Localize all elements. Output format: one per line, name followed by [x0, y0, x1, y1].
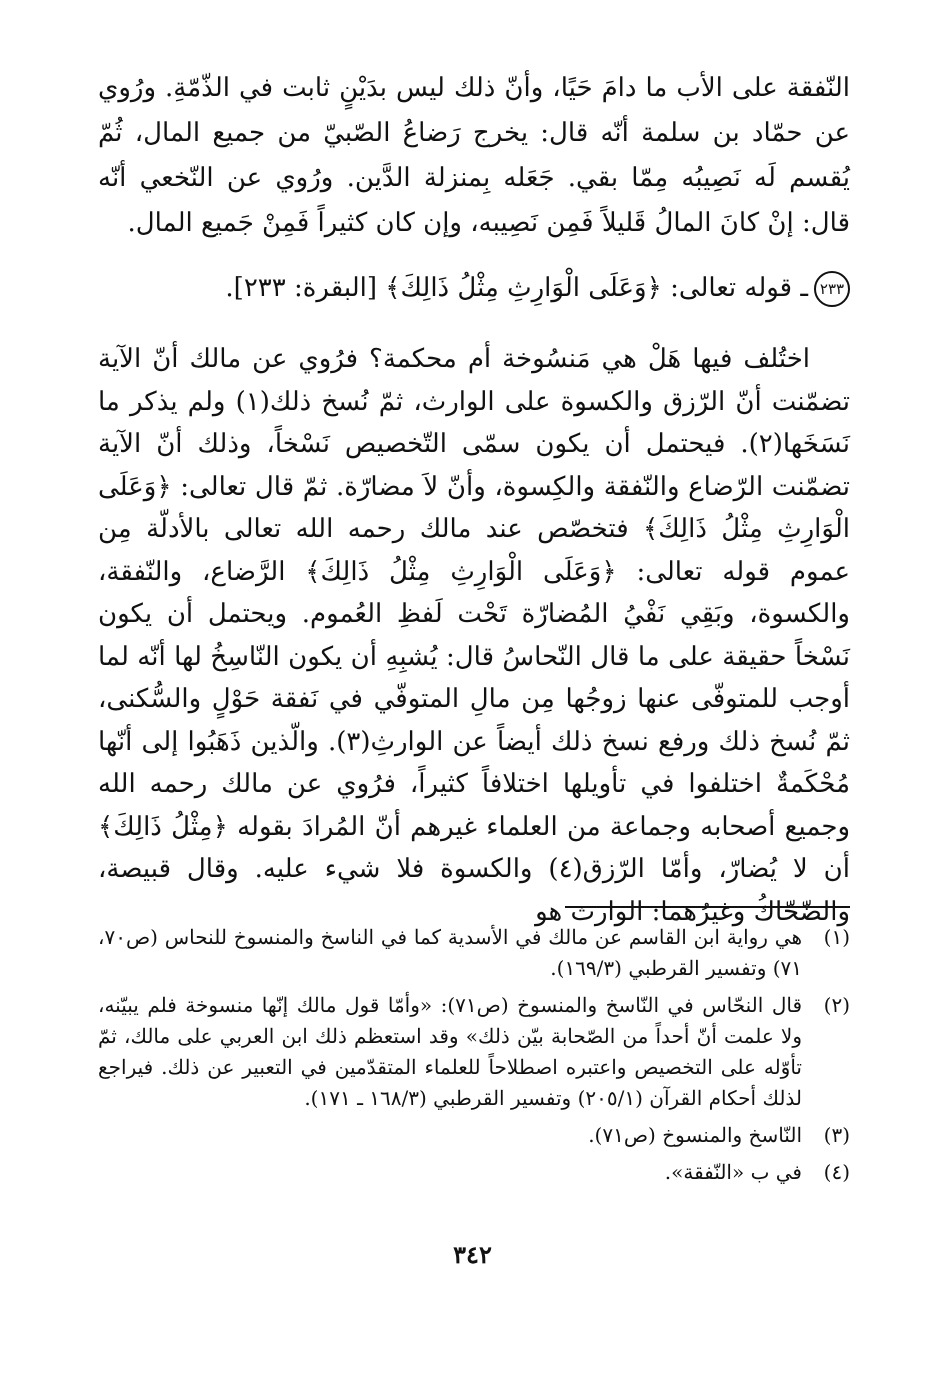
footnote-item	[98, 1120, 850, 1151]
body-paragraph-1: النّفقة على الأب ما دامَ حَيًا، وأنّ ذلك ليس بدَيْنٍ ثابت في الذّمّةِ. ورُوي عن حمّاد بن سلمة أنّه قال: يخرج رَضاعُ الصّبيّ من جميع المال، ثُمّ يُقسم لَه نَصِيبُه مِمّا بقي. جَعَله بِمنزلة الدَّين. ورُوي عن النّخعي أنّه قال: إنْ كانَ المالُ قَليلاً فَمِن نَصِيبه، وإن كان كثيراً فَمِنْ جَميع المال.	[98, 73, 850, 238]
footnote-item	[98, 990, 850, 1114]
page-number: ٣٤٢	[453, 1240, 492, 1269]
verse-heading	[98, 268, 850, 308]
footnote-item	[98, 922, 850, 984]
footnote-number: (٢)	[823, 993, 850, 1017]
footnote-item	[98, 1157, 850, 1188]
footnote-number: (٤)	[823, 1160, 850, 1184]
footnote-number: (٣)	[823, 1123, 850, 1147]
body-paragraph-2: اختُلف فيها هَلْ هي مَنسُوخة أم محكمة؟ فرُوي عن مالك أنّ الآية تضمّنت أنّ الرّزق والكسوة على الوارث، ثمّ نُسخ ذلك(١) ولم يذكر ما نَسَخَها(٢). فيحتمل أن يكون سمّى التّخصيص نَسْخاً، وذلك أنّ الآية تضمّنت الرّضاع والنّفقة والكِسوة، وأنّ لاَ مضارّة. ثمّ قال تعالى: ﴿وَعَلَى الْوَارِثِ مِثْلُ ذَالِكَ﴾ فتخصّص عند مالك رحمه الله تعالى بالأدلّة مِن عموم قوله تعالى: ﴿وَعَلَى الْوَارِثِ مِثْلُ ذَالِكَ﴾ الرَّضاع، والنّفقة، والكسوة، وبَقِي نَفْيُ المُضارّة تَحْت لَفظِ العُموم. ويحتمل أن يكون نَسْخاً حقيقة على ما قال النّحاسُ قال: يُشبِهِ أن يكون النّاسِخُ لها أنّه لما أوجب للمتوفّى عنها زوجُها مِن مالِ المتوفّي في نَفقة حَوْلٍ والسُّكنى، ثمّ نُسخ ذلك ورفع نسخ ذلك أيضاً عن الوارثِ(٣). والّذين ذَهَبُوا إلى أنّها مُحْكَمةٌ اختلفوا في تأويلها اختلافاً كثيراً، فرُوي عن مالك رحمه الله وجميع أصحابه وجماعة من العلماء غيرهم أنّ المُرادَ بقوله ﴿مِثْلُ ذَالِكَ﴾ أن لا يُضارّ، وأمّا الرّزق(٤) والكسوة فلا شيء عليه. وقال قبيصة، والضّحّاكُ وغيرُهما: الوارث هو	[98, 344, 850, 927]
footnote-number: (١)	[823, 925, 850, 949]
verse-number-badge: ٢٣٣	[814, 271, 850, 307]
footnote-text: هي رواية ابن القاسم عن مالك في الأسدية كما في الناسخ والمنسوخ للنحاس (ص٧٠، ٧١) وتفسير القرطبي (١٦٩/٣).	[98, 925, 802, 980]
footnotes	[98, 922, 850, 1194]
footnote-text: قال النحّاس في النّاسخ والمنسوخ (ص٧١): «وأمّا قول مالك إنّها منسوخة فلم يبيّنه، ولا علمت أنّ أحداً من الصّحابة بيّن ذلك» وقد استعظم ذلك ابن العربي على مالك، ثمّ تأوّله على التخصيص واعتبره اصطلاحاً للعلماء المتقدّمين في التعبير عن ذلك. فيراجع لذلك أحكام القرآن (٢٠٥/١) وتفسير القرطبي (١٦٨/٣ ـ ١٧١).	[98, 993, 802, 1110]
footnote-divider	[565, 906, 850, 908]
footnote-text: في ب «النّفقة».	[664, 1160, 802, 1184]
footnote-text: النّاسخ والمنسوخ (ص٧١).	[588, 1123, 802, 1147]
verse-heading-text: ـ قوله تعالى: ﴿وَعَلَى الْوَارِثِ مِثْلُ ذَالِكَ﴾ [البقرة: ٢٣٣].	[225, 273, 808, 303]
